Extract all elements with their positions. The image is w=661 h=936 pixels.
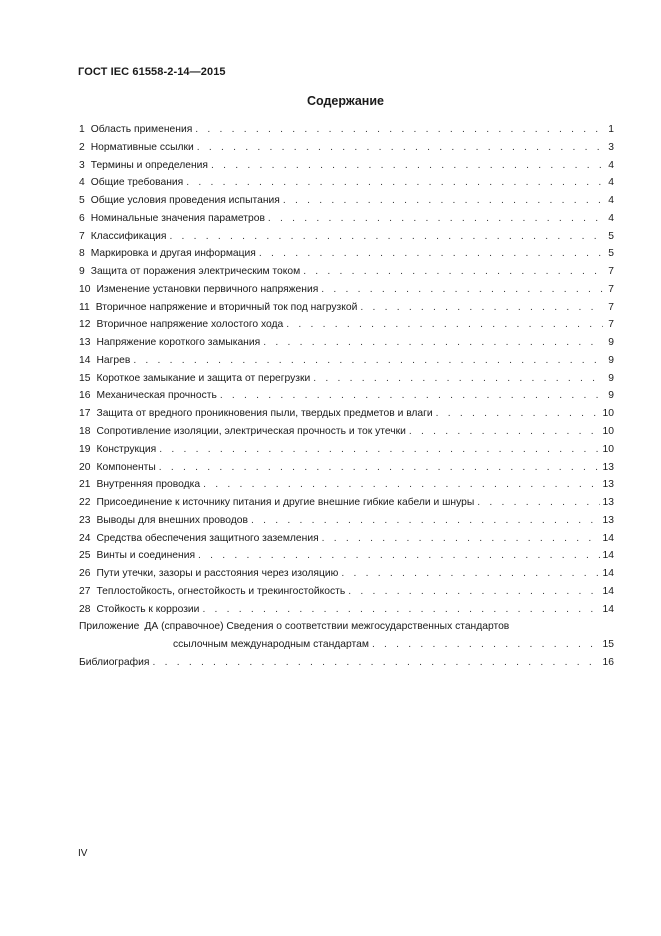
toc-entry-page: 4 [608, 177, 614, 189]
toc-entry-page: 15 [602, 639, 614, 651]
toc-dot-leader [159, 441, 599, 459]
toc-dot-leader [152, 654, 599, 672]
toc-entry-title: Классификация [90, 230, 167, 242]
toc-entry[interactable] [79, 139, 614, 157]
toc-entry[interactable] [79, 281, 614, 299]
toc-entry[interactable] [79, 157, 614, 175]
toc-dot-leader [409, 423, 600, 441]
toc-entry[interactable] [79, 441, 614, 459]
toc-dot-leader [313, 370, 603, 388]
toc-dot-leader [211, 157, 603, 175]
toc-entry[interactable] [79, 512, 614, 530]
toc-entry-title: Внутренняя проводка [96, 479, 201, 491]
toc-entry-page: 9 [608, 390, 614, 402]
toc-entry-title: ссылочным международным стандартам [173, 639, 369, 651]
toc-entry-page: 7 [608, 301, 614, 313]
toc-entry-number: 19 [79, 443, 91, 455]
toc-entry[interactable] [79, 245, 614, 263]
toc-entry-title: Нормативные ссылки [90, 141, 194, 153]
toc-entry-number: 11 [79, 301, 90, 313]
toc-entry-number: 16 [79, 390, 91, 402]
toc-dot-leader [159, 459, 600, 477]
toc-entry-number: 1 [79, 124, 85, 135]
toc-entry-page: 10 [602, 426, 614, 438]
toc-entry-page: 16 [602, 656, 614, 668]
toc-entry-page: 14 [602, 603, 614, 615]
toc-entry[interactable] [79, 316, 614, 334]
toc-dot-leader [372, 636, 600, 654]
toc-entry-page: 5 [608, 230, 614, 242]
toc-dot-leader [286, 316, 603, 334]
toc-entry-title: Номинальные значения параметров [90, 212, 265, 224]
toc-entry-title: Нагрев [96, 354, 131, 366]
toc-entry[interactable] [79, 459, 614, 477]
toc-entry-number: 28 [79, 603, 91, 615]
toc-entry-number: 8 [79, 248, 85, 260]
toc-title: Содержание [306, 94, 384, 108]
toc-entry-title: Сопротивление изоляции, электрическая прочность и ток утечки [96, 426, 406, 438]
toc-dot-leader [195, 121, 603, 139]
toc-entry-title: Компоненты [96, 461, 156, 473]
toc-entry[interactable] [79, 299, 614, 317]
toc-entry-number: 17 [79, 408, 91, 420]
toc-entry-number: 9 [79, 266, 85, 278]
toc-dot-leader [322, 530, 600, 548]
toc-entry-page: 10 [602, 408, 614, 420]
toc-entry-number: 23 [79, 514, 91, 526]
page-number: IV [78, 848, 88, 859]
toc-dot-leader [202, 601, 599, 619]
toc-entry-title: Библиография [79, 656, 150, 668]
toc-entry[interactable] [79, 228, 614, 246]
table-of-contents [79, 121, 614, 672]
toc-entry-title: Винты и соединения [96, 550, 196, 562]
toc-entry-number: 20 [79, 461, 91, 473]
toc-entry-title: Общие требования [90, 177, 184, 189]
toc-dot-leader [220, 387, 603, 405]
toc-dot-leader [436, 405, 600, 423]
toc-entry-number: 13 [79, 337, 91, 349]
toc-entry-title: Маркировка и другая информация [90, 248, 256, 260]
toc-entry[interactable] [79, 334, 614, 352]
toc-entry[interactable] [79, 423, 614, 441]
toc-entry-page: 14 [602, 568, 614, 580]
toc-entry-page: 9 [608, 354, 614, 366]
toc-entry-number: 15 [79, 372, 91, 384]
toc-annex-continuation[interactable] [79, 636, 614, 654]
toc-entry-page: 13 [602, 461, 614, 473]
toc-entry-page: 9 [608, 372, 614, 384]
toc-dot-leader [259, 245, 603, 263]
toc-entry-title: Вторичное напряжение холостого хода [96, 319, 284, 331]
toc-dot-leader [133, 352, 603, 370]
toc-dot-leader [321, 281, 603, 299]
toc-entry-title: Теплостойкость, огнестойкость и трекингостойкость [96, 585, 346, 597]
toc-entry-number: 27 [79, 585, 91, 597]
toc-entry[interactable] [79, 352, 614, 370]
toc-entry[interactable] [79, 530, 614, 548]
toc-entry-number: 3 [79, 159, 85, 171]
toc-entry-page: 4 [608, 159, 614, 171]
toc-entry-title: Изменение установки первичного напряжения [96, 283, 319, 295]
toc-entry-page: 14 [602, 585, 614, 597]
toc-entry-title: Защита от вредного проникновения пыли, твердых предметов и влаги [96, 408, 433, 420]
toc-entry-number: 6 [79, 212, 85, 224]
toc-entry-page: 13 [602, 479, 614, 491]
toc-annex-prefix: Приложение [79, 621, 140, 633]
toc-entry-number: 14 [79, 354, 91, 366]
toc-entry-page: 1 [608, 124, 614, 135]
toc-entry-page: 10 [602, 443, 614, 455]
toc-entry-title: Область применения [90, 124, 193, 135]
toc-entry[interactable] [79, 476, 614, 494]
toc-entry-number: 18 [79, 426, 91, 438]
toc-dot-leader [303, 263, 603, 281]
toc-entry-page: 7 [608, 283, 614, 295]
toc-dot-leader [263, 334, 603, 352]
toc-entry-number: 5 [79, 195, 85, 207]
toc-entry[interactable] [79, 547, 614, 565]
toc-entry-number: 7 [79, 230, 85, 242]
toc-entry-page: 14 [602, 550, 614, 562]
toc-entry[interactable] [79, 370, 614, 388]
toc-entry[interactable] [79, 583, 614, 601]
toc-entry[interactable] [79, 601, 614, 619]
toc-entry-title: Общие условия проведения испытания [90, 195, 280, 207]
toc-entry-page: 3 [608, 141, 614, 153]
toc-entry-title: Механическая прочность [96, 390, 217, 402]
toc-entry-page: 7 [608, 319, 614, 331]
toc-entry-page: 13 [602, 514, 614, 526]
toc-entry[interactable] [79, 192, 614, 210]
toc-entry[interactable] [79, 565, 614, 583]
toc-dot-leader [348, 583, 599, 601]
toc-annex-title: ДА (справочное) Сведения о соответствии межгосударственных стандартов [144, 621, 510, 633]
toc-dot-leader [477, 494, 599, 512]
toc-annex-entry[interactable] [79, 618, 614, 636]
toc-entry-page: 4 [608, 212, 614, 224]
toc-dot-leader [198, 547, 599, 565]
toc-dot-leader [169, 228, 603, 246]
toc-entry[interactable] [79, 494, 614, 512]
toc-dot-leader [360, 299, 603, 317]
toc-entry[interactable] [79, 405, 614, 423]
toc-entry-page: 13 [602, 497, 614, 509]
toc-entry-title: Стойкость к коррозии [96, 603, 200, 615]
toc-entry-page: 7 [608, 266, 614, 278]
toc-entry-title: Короткое замыкание и защита от перегрузки [96, 372, 311, 384]
toc-dot-leader [268, 210, 603, 228]
toc-entry-number: 24 [79, 532, 91, 544]
toc-entry-title: Защита от поражения электрическим током [90, 266, 301, 278]
toc-entry-page: 5 [608, 248, 614, 260]
toc-entry-title: Выводы для внешних проводов [96, 514, 248, 526]
toc-entry-title: Термины и определения [90, 159, 208, 171]
toc-entry-number: 4 [79, 177, 85, 189]
toc-dot-leader [251, 512, 600, 530]
toc-dot-leader [341, 565, 599, 583]
toc-bibliography-entry[interactable] [79, 654, 614, 672]
toc-entry-number: 2 [79, 141, 85, 153]
document-code: ГОСТ IEC 61558-2-14—2015 [78, 66, 226, 78]
toc-entry-title: Конструкция [96, 443, 157, 455]
toc-entry-number: 25 [79, 550, 91, 562]
toc-entry-number: 26 [79, 568, 91, 580]
toc-entry-title: Напряжение короткого замыкания [96, 337, 261, 349]
toc-entry-number: 21 [79, 479, 91, 491]
toc-entry-title: Пути утечки, зазоры и расстояния через изоляцию [96, 568, 339, 580]
toc-entry[interactable] [79, 174, 614, 192]
toc-entry-page: 14 [602, 532, 614, 544]
toc-entry-number: 12 [79, 319, 91, 331]
toc-entry-number: 22 [79, 497, 91, 509]
toc-dot-leader [186, 174, 603, 192]
toc-dot-leader [283, 192, 603, 210]
toc-entry-page: 4 [608, 195, 614, 207]
toc-entry-page: 9 [608, 337, 614, 349]
toc-entry[interactable] [79, 210, 614, 228]
toc-entry-number: 10 [79, 283, 91, 295]
toc-dot-leader [197, 139, 603, 157]
toc-dot-leader [203, 476, 599, 494]
toc-entry-title: Средства обеспечения защитного заземления [96, 532, 319, 544]
toc-entry[interactable] [79, 387, 614, 405]
toc-entry[interactable] [79, 121, 614, 139]
toc-entry-title: Вторичное напряжение и вторичный ток под нагрузкой [95, 301, 358, 313]
toc-entry[interactable] [79, 263, 614, 281]
toc-entry-title: Присоединение к источнику питания и другие внешние гибкие кабели и шнуры [96, 497, 475, 509]
